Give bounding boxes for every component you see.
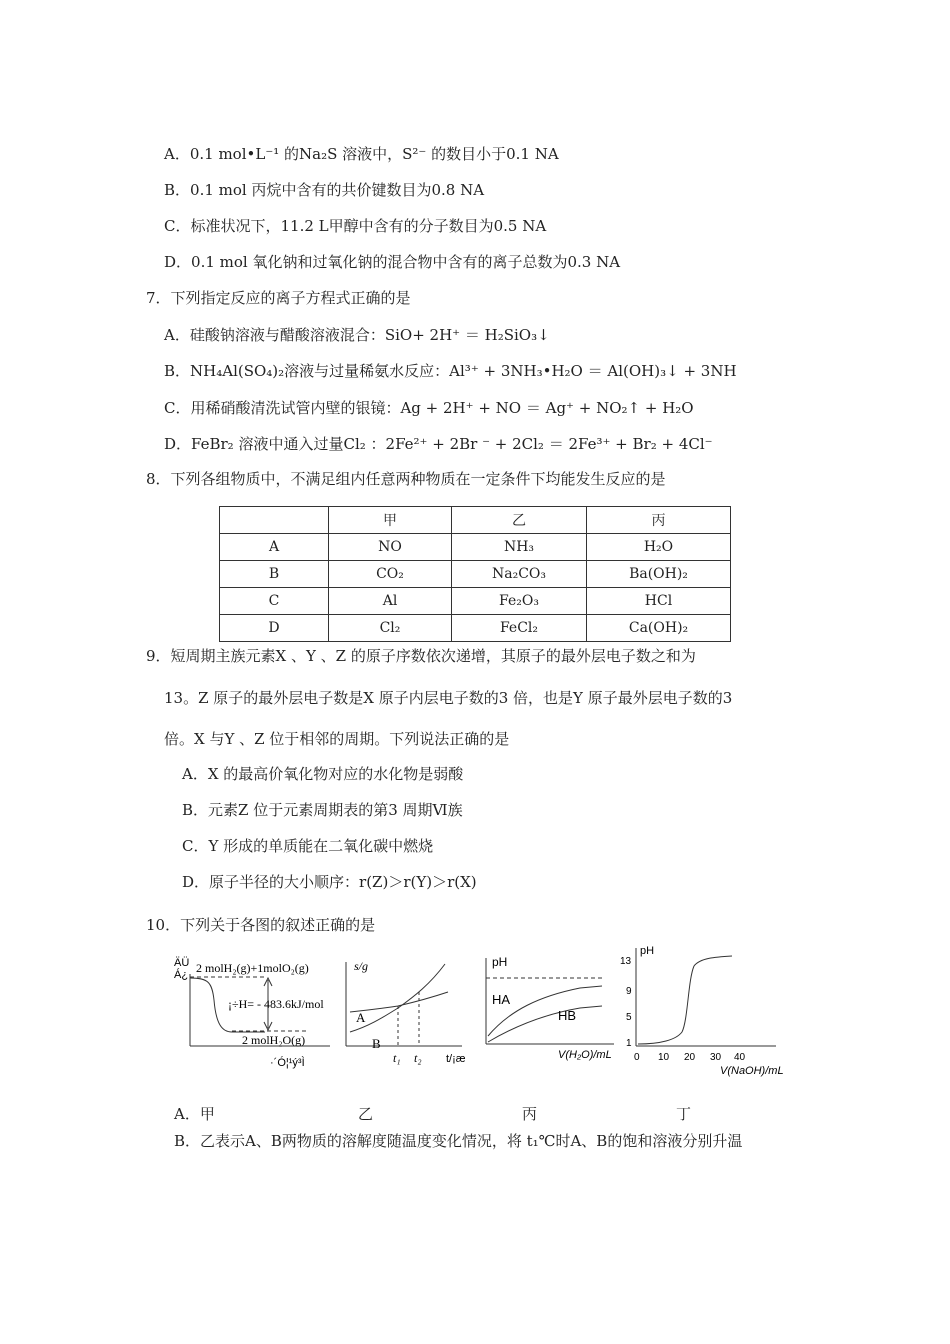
fig3-hb-label: HB bbox=[558, 1008, 577, 1023]
table-cell: CO₂ bbox=[329, 561, 452, 588]
fig2-curve-a bbox=[350, 992, 448, 1012]
figure-dilution bbox=[486, 955, 614, 1061]
q10-option-a-fragment: 丙 bbox=[522, 1105, 538, 1123]
table-cell: Cl₂ bbox=[329, 615, 452, 642]
q10-option-a-start: A．甲 bbox=[174, 1105, 215, 1123]
table-header-cell: 乙 bbox=[452, 507, 587, 534]
fig4-y-tick: 5 bbox=[626, 1012, 632, 1023]
fig1-dh-label: ¡÷H= - 483.6kJ/mol bbox=[228, 997, 324, 1011]
table-row bbox=[220, 561, 731, 588]
q6-option-b: B．0.1 mol 丙烷中含有的共价键数目为0.8 NA bbox=[164, 181, 485, 199]
q10-option-a-fragment: 丁 bbox=[676, 1105, 692, 1123]
table-cell: C bbox=[220, 588, 329, 615]
fig2-x-label: t/¡æ bbox=[446, 1053, 466, 1065]
fig1-bottom-label: 2 molH₂O(g) bbox=[242, 1033, 306, 1047]
fig4-x-tick: 10 bbox=[658, 1052, 670, 1063]
q10-stem: 10．下列关于各图的叙述正确的是 bbox=[146, 916, 376, 934]
q9-option-b: B．元素Z 位于元素周期表的第3 周期Ⅵ族 bbox=[182, 801, 463, 819]
figure-energy-diagram bbox=[174, 957, 330, 1069]
q6-option-d: D．0.1 mol 氧化钠和过氧化钠的混合物中含有的离子总数为0.3 NA bbox=[164, 253, 621, 271]
q9-option-d: D．原子半径的大小顺序：r(Z)＞r(Y)＞r(X) bbox=[182, 873, 477, 891]
table-cell: Ca(OH)₂ bbox=[587, 615, 731, 642]
q10-option-a-fragment: 乙 bbox=[358, 1105, 374, 1123]
q10-option-b: B．乙表示A、B两物质的溶解度随温度变化情况，将 t₁℃时A、B的饱和溶液分别升温 bbox=[174, 1132, 743, 1150]
fig2-y-label: s/g bbox=[354, 959, 369, 973]
fig1-y-label-2: Á¿ bbox=[174, 969, 189, 981]
fig4-y-label: pH bbox=[640, 945, 655, 957]
fig4-x-tick: 40 bbox=[734, 1052, 746, 1063]
fig4-y-tick: 13 bbox=[620, 956, 632, 967]
q7-option-b: B．NH₄Al(SO₄)₂溶液与过量稀氨水反应：Al³⁺ + 3NH₃•H₂O ＝ Al(OH)₃↓ + 3NH bbox=[164, 362, 737, 380]
q7-option-a: A．硅酸钠溶液与醋酸溶液混合：SiO+ 2H⁺ ＝ H₂SiO₃↓ bbox=[164, 326, 550, 344]
fig4-titration-curve bbox=[638, 956, 732, 1044]
q8-stem: 8．下列各组物质中，不满足组内任意两种物质在一定条件下均能发生反应的是 bbox=[146, 470, 666, 488]
q9-option-a: A．X 的最高价氧化物对应的水化物是弱酸 bbox=[182, 765, 464, 783]
fig2-t1-label: t₁ bbox=[393, 1051, 401, 1065]
fig4-y-tick: 9 bbox=[626, 986, 632, 997]
fig1-y-label-1: ÄÜ bbox=[174, 957, 190, 969]
table-cell: Fe₂O₃ bbox=[452, 588, 587, 615]
q10-option-a-partial bbox=[174, 1104, 215, 1124]
table-cell: B bbox=[220, 561, 329, 588]
fig2-curve-a-label: A bbox=[356, 1010, 366, 1025]
table-header-cell: 丙 bbox=[587, 507, 731, 534]
table-cell: NO bbox=[329, 534, 452, 561]
fig3-curve-hb bbox=[488, 1006, 602, 1042]
q8-table bbox=[219, 506, 731, 642]
table-cell: FeCl₂ bbox=[452, 615, 587, 642]
table-header-row bbox=[220, 507, 731, 534]
fig2-curve-b-label: B bbox=[372, 1036, 381, 1051]
fig3-ha-label: HA bbox=[492, 992, 511, 1007]
q10-figures-svg bbox=[170, 940, 810, 1080]
q9-stem-line2: 13。Z 原子的最外层电子数是X 原子内层电子数的3 倍，也是Y 原子最外层电子数的3 bbox=[164, 689, 733, 707]
fig4-x-tick: 20 bbox=[684, 1052, 696, 1063]
fig3-x-label: V(H₂O)/mL bbox=[558, 1049, 612, 1061]
fig4-x-tick: 0 bbox=[634, 1052, 640, 1063]
table-cell: Ba(OH)₂ bbox=[587, 561, 731, 588]
fig1-top-label: 2 molH₂(g)+1molO₂(g) bbox=[196, 961, 309, 975]
q6-option-a: A．0.1 mol•L⁻¹ 的Na₂S 溶液中，S²⁻ 的数目小于0.1 NA bbox=[164, 145, 559, 163]
fig4-x-label: V(NaOH)/mL bbox=[720, 1065, 784, 1077]
q6-option-c: C．标准状况下，11.2 L甲醇中含有的分子数目为0.5 NA bbox=[164, 217, 547, 235]
table-cell: H₂O bbox=[587, 534, 731, 561]
q7-option-d: D．FeBr₂ 溶液中通入过量Cl₂ ：2Fe²⁺ + 2Br ⁻ + 2Cl₂ ＝ 2Fe³⁺ + Br₂ + 4Cl⁻ bbox=[164, 435, 713, 453]
table-row bbox=[220, 615, 731, 642]
fig3-y-label: pH bbox=[492, 955, 508, 969]
table-cell: A bbox=[220, 534, 329, 561]
fig1-x-label: ·´Ó¦¹ý³Ì bbox=[270, 1057, 305, 1069]
q9-option-c: C．Y 形成的单质能在二氧化碳中燃烧 bbox=[182, 837, 434, 855]
q7-stem: 7．下列指定反应的离子方程式正确的是 bbox=[146, 289, 411, 307]
fig4-x-tick: 30 bbox=[710, 1052, 722, 1063]
table-header-cell: 甲 bbox=[329, 507, 452, 534]
table-cell: Na₂CO₃ bbox=[452, 561, 587, 588]
table-cell: NH₃ bbox=[452, 534, 587, 561]
table-cell: D bbox=[220, 615, 329, 642]
q10-figures bbox=[170, 940, 810, 1084]
table-cell: Al bbox=[329, 588, 452, 615]
table-row bbox=[220, 534, 731, 561]
q9-stem-line3: 倍。X 与Y 、Z 位于相邻的周期。下列说法正确的是 bbox=[164, 730, 510, 748]
table-cell: HCl bbox=[587, 588, 731, 615]
fig4-y-tick: 1 bbox=[626, 1038, 632, 1049]
q9-stem-line1: 9．短周期主族元素X 、Y 、Z 的原子序数依次递增，其原子的最外层电子数之和为 bbox=[146, 647, 696, 665]
q7-option-c: C．用稀硝酸清洗试管内壁的银镜：Ag + 2H⁺ + NO ＝ Ag⁺ + NO₂↑ + H₂O bbox=[164, 399, 694, 417]
table-header-cell bbox=[220, 507, 329, 534]
fig2-t2-label: t₂ bbox=[414, 1051, 422, 1065]
figure-solubility bbox=[346, 959, 466, 1065]
figure-titration bbox=[620, 945, 784, 1077]
table-row bbox=[220, 588, 731, 615]
